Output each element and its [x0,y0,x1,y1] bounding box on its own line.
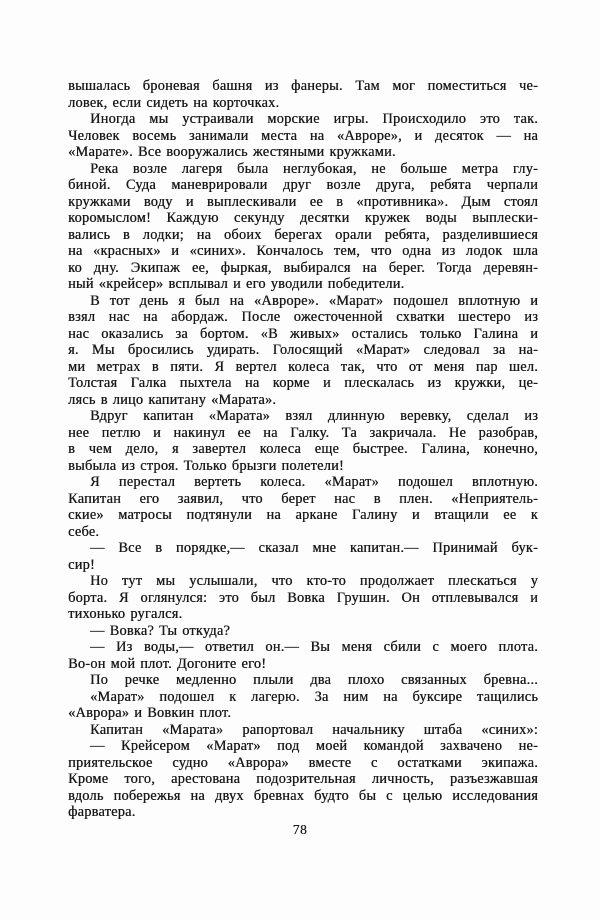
text-line: коромыслом! Каждую секунду десятки кружек воды выплески- [68,210,538,226]
text-line: себе. [68,523,100,540]
text-line: ские» матросы подтянули на аркане Галину и втащили ее к [68,507,538,523]
text-line: «Аврора» и Вовкин плот. [68,705,232,721]
text-line: — Из воды,— ответил он.— Вы меня сбили с моего плота. [90,639,538,655]
text-line: ко дну. Экипаж ее, фыркая, выбирался на берег. Тогда деревян- [68,259,538,276]
text-line: Иногда мы устраивали морские игры. Происходило это так. [90,111,538,127]
text-line: По речке медленно плыли два плохо связанных бревна... [90,672,538,688]
text-line: нее петлю и накинул ее на Галку. Та закричала. Не разобрав, [68,424,538,441]
text-block [68,78,538,821]
text-line: ми метрах в пяти. Я вертел колеса так, что от меня пар шел. [68,358,538,375]
text-line: — Вовка? Ты откуда? [90,622,231,639]
text-line: в чем дело, я завертел колеса еще быстрее. Галина, конечно, [68,441,538,457]
text-line: Кроме того, арестована подозрительная личность, разъезжавшая [68,771,538,787]
text-line: кружками воду и выплескивали ее в «противника». Дым стоял [68,193,538,210]
text-line: «Марат» подошел к лагерю. За ним на буксире тащились [90,688,538,705]
text-line: взял нас на абордаж. После ожесточенной схватки шестеро из [68,309,538,325]
text-line: вышалась броневая башня из фанеры. Там мог поместиться че- [68,78,538,94]
text-line: «Марате». Все вооружались жестяными кружками. [68,144,396,160]
text-line: — Крейсером «Марат» под моей командой захвачено не- [90,738,538,754]
text-line: лясь в лицо капитану «Марата». [68,391,277,408]
page-number: 78 [292,822,308,837]
text-line: тихонько ругался. [68,606,183,622]
text-line: сир! [68,556,95,573]
text-line: ный «крейсер» всплывал и его уводили победители. [68,276,405,292]
text-line: Вдруг капитан «Марата» взял длинную веревку, сделал из [90,408,538,424]
text-line: Толстая Галка пыхтела на корме и плескалась из кружки, це- [68,375,538,391]
text-line: Река возле лагеря была неглубокая, не больше метра глу- [90,160,538,177]
text-line: Во-он мой плот. Догоните его! [68,655,267,672]
text-line: ловек, если сидеть на корточках. [68,94,280,111]
text-line: приятельское судно «Аврора» вместе с остатками экипажа. [68,754,538,771]
text-line: Человек восемь занимали места на «Авроре», и десяток — на [68,127,538,144]
text-line: Капитан его заявил, что берет нас в плен. «Неприятель- [68,490,538,507]
text-line: Но тут мы услышали, что кто-то продолжает плескаться у [90,573,538,589]
text-line: фарватера. [68,804,136,820]
text-line: я. Мы бросились удирать. Голосящий «Марат» следовал за на- [68,342,538,358]
text-line: борта. Я оглянулся: это был Вовка Грушин. Он отплевывался и [68,589,538,606]
text-line: биной. Суда маневрировали друг возле друга, ребята черпали [68,177,538,193]
text-line: вдоль побережья на двух бревнах будто бы с целью исследования [68,787,538,804]
text-line: нас оказались за бортом. «В живых» остались только Галина и [68,325,538,342]
text-line: выбыла из строя. Только брызги полетели! [68,457,344,474]
text-line: В тот день я был на «Авроре». «Марат» подошел вплотную и [90,292,538,309]
text-line: Я перестал вертеть колеса. «Марат» подошел вплотную. [90,474,538,490]
text-line: вались в лодки; на обоих берегах орали ребята, разделившиеся [68,226,538,243]
text-line: Капитан «Марата» рапортовал начальнику штаба «синих»: [90,721,538,738]
text-line: — Все в порядке,— сказал мне капитан.— Принимай бук- [90,540,538,556]
text-line: на «красных» и «синих». Кончалось тем, что одна из лодок шла [68,243,538,259]
